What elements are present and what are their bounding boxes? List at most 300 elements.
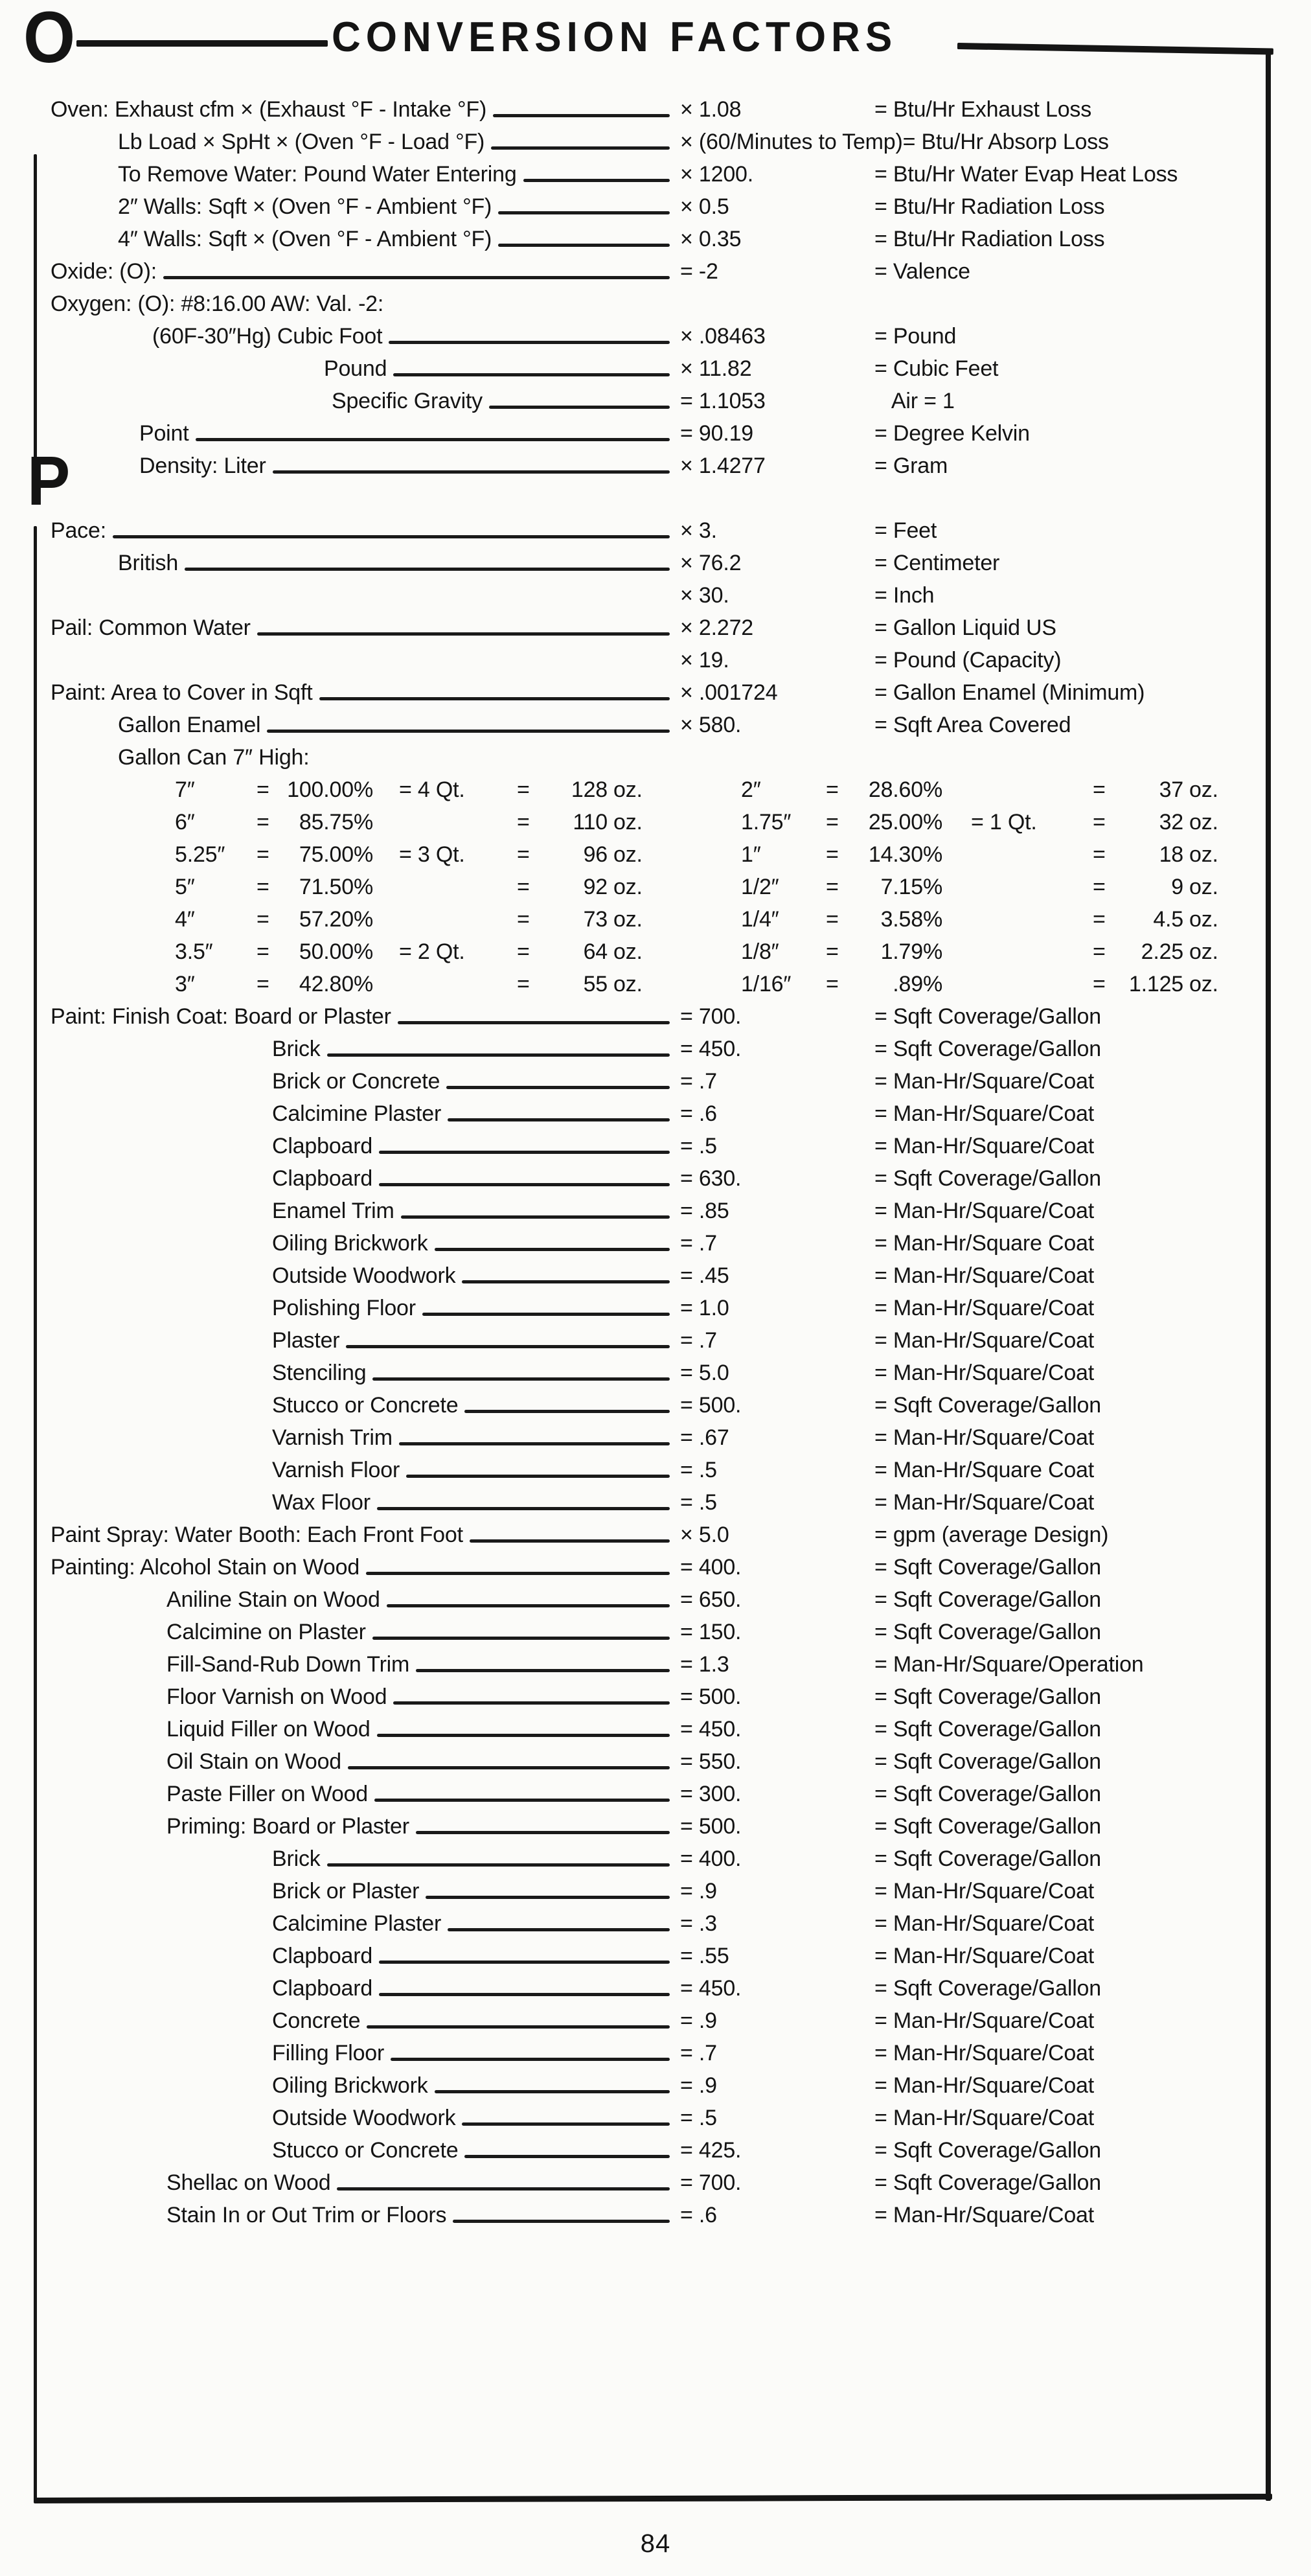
row-value: = 450. (680, 1717, 742, 1742)
can-quarts: = 1 Qt. (971, 810, 1037, 834)
fill-line (446, 1086, 670, 1089)
fill-line (416, 1831, 670, 1834)
fill-line (393, 373, 670, 376)
factor-left (39, 1166, 680, 1191)
gallon-can-row (39, 875, 1270, 907)
row-result: = Pound (874, 324, 957, 349)
factor-left (39, 1037, 680, 1062)
row-result: = Man-Hr/Square/Coat (874, 2008, 1094, 2033)
row-result: = Man-Hr/Square Coat (874, 1231, 1094, 1256)
can-height: 1/2″ (741, 875, 779, 899)
row-value: × 0.5 (680, 194, 729, 219)
factor-row (39, 130, 1270, 162)
factor-left (39, 1004, 680, 1029)
row-label: Paint Spray: Water Booth: Each Front Foot (51, 1523, 463, 1547)
ounces-unit: oz. (1189, 842, 1218, 867)
row-value: = 550. (680, 1749, 742, 1774)
row-value: × 1.08 (680, 97, 742, 122)
fill-line (453, 2220, 670, 2223)
row-result: = Man-Hr/Square/Coat (874, 1879, 1094, 1903)
row-result: = Man-Hr/Square/Coat (874, 1296, 1094, 1320)
factor-left (39, 1846, 680, 1872)
factor-left (39, 259, 680, 284)
row-result: = Man-Hr/Square/Coat (874, 2203, 1094, 2227)
row-label: Gallon Can 7″ High: (118, 745, 310, 770)
ounces-unit: oz. (1189, 777, 1218, 802)
row-label: Varnish Floor (272, 1458, 400, 1482)
row-value: = .7 (680, 1069, 717, 1094)
row-value: = 1.0 (680, 1296, 729, 1320)
row-result: = Sqft Coverage/Gallon (874, 1037, 1101, 1061)
row-value: = .5 (680, 1134, 717, 1158)
page-title: CONVERSION FACTORS (332, 14, 898, 61)
row-result: = Man-Hr/Square/Coat (874, 1944, 1094, 1968)
row-value: = 650. (680, 1587, 742, 1612)
row-result: = Sqft Coverage/Gallon (874, 1976, 1101, 2001)
fill-line (389, 341, 670, 344)
factor-row (39, 1328, 1270, 1361)
equals-sign: = (1093, 777, 1106, 802)
gallon-can-row (39, 939, 1270, 972)
ounces-unit: oz. (613, 939, 643, 964)
equals-sign: = (517, 907, 530, 932)
factor-left (39, 1587, 680, 1613)
factor-left (39, 518, 680, 544)
ounces-unit: oz. (1189, 875, 1218, 899)
factor-row (39, 1425, 1270, 1458)
factor-row (39, 389, 1270, 421)
gallon-can-row (39, 810, 1270, 842)
row-value: × 2.272 (680, 615, 753, 640)
factor-left (39, 356, 680, 382)
factor-left (39, 292, 680, 317)
row-label: Oxide: (O): (51, 259, 157, 284)
row-label: Point (139, 421, 189, 446)
factor-left (39, 1101, 680, 1127)
gallon-can-row (39, 842, 1270, 875)
row-result: = Man-Hr/Square/Coat (874, 1911, 1094, 1936)
fill-line (337, 2187, 670, 2191)
row-label: Painting: Alcohol Stain on Wood (51, 1555, 360, 1580)
header-rule-left (76, 40, 328, 47)
fill-line (372, 1637, 670, 1640)
row-value: = .67 (680, 1425, 729, 1450)
can-ounces: 96 (583, 842, 608, 867)
row-label: Outside Woodwork (272, 1263, 456, 1288)
row-label: Filling Floor (272, 2041, 385, 2065)
factor-left (39, 1199, 680, 1224)
row-value: × 580. (680, 713, 742, 737)
row-result: = Btu/Hr Radiation Loss (874, 227, 1105, 251)
row-result: = Sqft Coverage/Gallon (874, 1166, 1101, 1191)
fill-line (523, 179, 670, 182)
can-percent: 85.75% (299, 810, 373, 834)
row-label: Polishing Floor (272, 1296, 416, 1320)
fill-line (464, 2155, 670, 2158)
factor-left (39, 1263, 680, 1289)
equals-sign: = (256, 907, 269, 932)
gallon-can-row (39, 907, 1270, 939)
row-result: = Valence (874, 259, 970, 284)
row-result: = Man-Hr/Square Coat (874, 1458, 1094, 1482)
index-letter-p: P (27, 441, 71, 520)
equals-sign: = (256, 939, 269, 964)
fill-line (372, 1377, 670, 1381)
can-ounces: 128 (571, 777, 608, 802)
row-result: = Sqft Coverage/Gallon (874, 1782, 1101, 1806)
factor-row (39, 1944, 1270, 1976)
factor-left (39, 615, 680, 641)
factor-row (39, 259, 1270, 292)
fill-line (498, 244, 670, 247)
row-label: Fill-Sand-Rub Down Trim (166, 1652, 410, 1677)
ounces-unit: oz. (613, 777, 643, 802)
row-result: = Man-Hr/Square/Coat (874, 1490, 1094, 1515)
factor-row (39, 1976, 1270, 2008)
can-height: 1/4″ (741, 907, 779, 932)
row-label: Outside Woodwork (272, 2106, 456, 2130)
row-result: = Btu/Hr Absorp Loss (902, 130, 1109, 154)
factor-left (39, 1069, 680, 1094)
factor-left (39, 1361, 680, 1386)
factor-row (39, 1555, 1270, 1587)
ounces-unit: oz. (1189, 972, 1218, 996)
row-value: = 450. (680, 1037, 742, 1061)
row-value: × 3. (680, 518, 717, 543)
can-height: 3″ (175, 972, 195, 996)
row-label: Wax Floor (272, 1490, 370, 1515)
row-value: = .5 (680, 1490, 717, 1515)
factor-left (39, 2203, 680, 2228)
row-value: × 76.2 (680, 551, 742, 575)
fill-line (498, 211, 670, 214)
equals-sign: = (826, 842, 839, 867)
can-percent: 3.58% (880, 907, 942, 932)
equals-sign: = (517, 972, 530, 996)
row-result: = Man-Hr/Square/Coat (874, 1361, 1094, 1385)
row-value: = 300. (680, 1782, 742, 1806)
fill-line (489, 406, 670, 409)
row-result: = Man-Hr/Square/Coat (874, 1069, 1094, 1094)
fill-line (398, 1021, 670, 1024)
factor-row (39, 1458, 1270, 1490)
factor-row (39, 1587, 1270, 1620)
row-label: 2″ Walls: Sqft × (Oven °F - Ambient °F) (118, 194, 492, 219)
row-result: = Sqft Coverage/Gallon (874, 2138, 1101, 2163)
fill-line (491, 146, 670, 150)
equals-sign: = (1093, 972, 1106, 996)
factor-row (39, 2138, 1270, 2170)
factor-left (39, 1523, 680, 1548)
can-percent: 7.15% (880, 875, 942, 899)
row-result: = Man-Hr/Square/Coat (874, 1134, 1094, 1158)
fill-line (391, 2058, 670, 2061)
row-value: = 90.19 (680, 421, 753, 446)
row-value: = 500. (680, 1814, 742, 1839)
factor-left (39, 2106, 680, 2131)
factor-left (39, 1458, 680, 1483)
factor-row (39, 713, 1270, 745)
fill-line (367, 2025, 670, 2029)
fill-line (257, 632, 670, 636)
row-value: = .9 (680, 2073, 717, 2098)
can-height: 1.75″ (741, 810, 792, 834)
can-ounces: 18 (1159, 842, 1183, 867)
fill-line (448, 1928, 670, 1931)
row-label: Pound (324, 356, 387, 381)
fill-line (387, 1604, 670, 1607)
factor-left (39, 1620, 680, 1645)
fill-line (374, 1799, 670, 1802)
can-percent: 25.00% (868, 810, 942, 834)
can-height: 3.5″ (175, 939, 213, 964)
row-label: Calcimine Plaster (272, 1101, 442, 1126)
factor-row (39, 356, 1270, 389)
row-value: = .6 (680, 1101, 717, 1126)
row-label: Paint: Area to Cover in Sqft (51, 680, 313, 705)
row-value: = .5 (680, 2106, 717, 2130)
row-label: Clapboard (272, 1976, 373, 2001)
can-ounces: 64 (583, 939, 608, 964)
equals-sign: = (826, 875, 839, 899)
row-label: Enamel Trim (272, 1199, 394, 1223)
row-label: Calcimine on Plaster (166, 1620, 366, 1644)
equals-sign: = (517, 777, 530, 802)
can-percent: 42.80% (299, 972, 373, 996)
row-value: = .5 (680, 1458, 717, 1482)
can-height: 4″ (175, 907, 195, 932)
row-result: = Man-Hr/Square/Coat (874, 1263, 1094, 1288)
can-ounces: 37 (1159, 777, 1183, 802)
row-result: = Centimeter (874, 551, 1000, 575)
row-value: × .08463 (680, 324, 766, 349)
fill-line (422, 1313, 670, 1316)
can-percent: 1.79% (880, 939, 942, 964)
equals-sign: = (826, 939, 839, 964)
ounces-unit: oz. (613, 842, 643, 867)
row-value: = 500. (680, 1393, 742, 1418)
row-result: = Man-Hr/Square/Coat (874, 2041, 1094, 2065)
row-value: = 500. (680, 1685, 742, 1709)
fill-line (348, 1766, 670, 1769)
row-result: = Cubic Feet (874, 356, 999, 381)
factor-left (39, 1134, 680, 1159)
row-label: Calcimine Plaster (272, 1911, 442, 1936)
can-percent: 57.20% (299, 907, 373, 932)
can-percent: 28.60% (868, 777, 942, 802)
factor-row (39, 1296, 1270, 1328)
factor-left (39, 2170, 680, 2196)
factor-left (39, 421, 680, 446)
fill-line (401, 1215, 670, 1219)
gallon-can-row (39, 972, 1270, 1004)
fill-line (379, 1151, 670, 1154)
row-result: = Man-Hr/Square/Coat (874, 2106, 1094, 2130)
row-value: = .7 (680, 1231, 717, 1256)
row-value: × (60/Minutes to Temp) (680, 130, 903, 154)
equals-sign: = (826, 972, 839, 996)
equals-sign: = (517, 939, 530, 964)
fill-line (185, 568, 670, 571)
can-ounces: 2.25 (1141, 939, 1183, 964)
row-value: = .7 (680, 2041, 717, 2065)
fill-line (435, 2090, 670, 2093)
equals-sign: = (1093, 842, 1106, 867)
factor-left (39, 713, 680, 738)
factor-left (39, 1490, 680, 1515)
equals-sign: = (256, 972, 269, 996)
gallon-can-row (39, 777, 1270, 810)
row-result: = Gallon Enamel (Minimum) (874, 680, 1145, 705)
factor-row (39, 1037, 1270, 1069)
factor-left (39, 2008, 680, 2034)
can-percent: 75.00% (299, 842, 373, 867)
factor-left (39, 324, 680, 349)
factor-row (39, 1393, 1270, 1425)
factor-row (39, 1911, 1270, 1944)
factor-row (39, 2041, 1270, 2073)
row-result: = gpm (average Design) (874, 1523, 1109, 1547)
factor-row (39, 2203, 1270, 2235)
factor-row (39, 97, 1270, 130)
row-result: = Sqft Coverage/Gallon (874, 1685, 1101, 1709)
index-letter-o: O (23, 0, 75, 78)
row-value: × 19. (680, 648, 729, 673)
fill-line (435, 1248, 670, 1251)
can-height: 7″ (175, 777, 195, 802)
row-result: = Man-Hr/Square/Coat (874, 1425, 1094, 1450)
row-value: × 30. (680, 583, 729, 608)
row-value: = 450. (680, 1976, 742, 2001)
factor-row (39, 1814, 1270, 1846)
equals-sign: = (517, 810, 530, 834)
factor-row (39, 1846, 1270, 1879)
row-label: To Remove Water: Pound Water Entering (118, 162, 517, 187)
factor-row (39, 292, 1270, 324)
equals-sign: = (517, 842, 530, 867)
factor-left (39, 130, 680, 155)
can-height: 1″ (741, 842, 761, 867)
factor-left (39, 1749, 680, 1775)
can-ounces: 4.5 (1153, 907, 1183, 932)
row-value: = 400. (680, 1846, 742, 1871)
can-quarts: = 4 Qt. (399, 777, 465, 802)
frame-border-bottom (34, 2494, 1272, 2503)
factor-left (39, 454, 680, 479)
factor-row (39, 1652, 1270, 1685)
can-ounces: 73 (583, 907, 608, 932)
row-label: Oiling Brickwork (272, 2073, 428, 2098)
row-value: = 5.0 (680, 1361, 729, 1385)
ounces-unit: oz. (613, 875, 643, 899)
row-value: × 0.35 (680, 227, 742, 251)
can-percent: 14.30% (868, 842, 942, 867)
row-label: Oven: Exhaust cfm × (Exhaust °F - Intake °F) (51, 97, 487, 122)
factor-row (39, 1101, 1270, 1134)
row-result: = Sqft Coverage/Gallon (874, 1814, 1101, 1839)
equals-sign: = (826, 810, 839, 834)
factor-left (39, 2041, 680, 2066)
equals-sign: = (256, 810, 269, 834)
fill-line (377, 1734, 670, 1737)
factor-row (39, 227, 1270, 259)
row-label: Priming: Board or Plaster (166, 1814, 409, 1839)
section-gap (39, 486, 1270, 518)
factor-row (39, 162, 1270, 194)
row-label: Oxygen: (O): #8:16.00 AW: Val. -2: (51, 292, 384, 316)
can-height: 2″ (741, 777, 761, 802)
fill-line (319, 697, 670, 700)
factor-left (39, 1879, 680, 1904)
row-label: Stucco or Concrete (272, 2138, 459, 2163)
fill-line (267, 730, 670, 733)
row-result: = Sqft Coverage/Gallon (874, 1587, 1101, 1612)
row-label: Density: Liter (139, 454, 266, 478)
row-label: Stucco or Concrete (272, 1393, 459, 1418)
factor-left (39, 745, 680, 770)
row-label: Gallon Enamel (118, 713, 261, 737)
can-ounces: 1.125 (1128, 972, 1183, 996)
fill-line (366, 1572, 670, 1575)
factor-left (39, 2138, 680, 2163)
factor-left (39, 1944, 680, 1969)
fill-line (377, 1507, 670, 1510)
row-label: Clapboard (272, 1166, 373, 1191)
fill-line (379, 1961, 670, 1964)
row-value: × .001724 (680, 680, 778, 705)
row-label: Oil Stain on Wood (166, 1749, 342, 1774)
fill-line (196, 438, 670, 441)
factor-left (39, 162, 680, 187)
can-percent: 50.00% (299, 939, 373, 964)
factor-row (39, 2008, 1270, 2041)
factor-row (39, 2073, 1270, 2106)
factor-left (39, 1425, 680, 1451)
row-label: Floor Varnish on Wood (166, 1685, 387, 1709)
factor-row (39, 1685, 1270, 1717)
row-label: British (118, 551, 179, 575)
row-label: (60F-30″Hg) Cubic Foot (152, 324, 383, 349)
fill-line (493, 114, 670, 117)
fill-line (426, 1896, 670, 1899)
row-result: = Sqft Coverage/Gallon (874, 1555, 1101, 1580)
row-label: Lb Load × SpHt × (Oven °F - Load °F) (118, 130, 485, 154)
ounces-unit: oz. (613, 810, 643, 834)
can-height: 6″ (175, 810, 195, 834)
row-label: Concrete (272, 2008, 361, 2033)
factor-left (39, 1555, 680, 1580)
equals-sign: = (256, 875, 269, 899)
factor-left (39, 1328, 680, 1353)
factor-row (39, 1199, 1270, 1231)
factor-row (39, 454, 1270, 486)
row-value: = 425. (680, 2138, 742, 2163)
fill-line (462, 2122, 670, 2126)
can-ounces: 92 (583, 875, 608, 899)
fill-line (470, 1539, 670, 1543)
factor-left (39, 1976, 680, 2001)
row-value: = 150. (680, 1620, 742, 1644)
row-value: = .3 (680, 1911, 717, 1936)
factor-row (39, 648, 1270, 680)
row-value: = .55 (680, 1944, 729, 1968)
can-ounces: 110 (573, 810, 608, 834)
row-result: = Sqft Coverage/Gallon (874, 1846, 1101, 1871)
row-label: Clapboard (272, 1134, 373, 1158)
row-label: Clapboard (272, 1944, 373, 1968)
can-ounces: 55 (583, 972, 608, 996)
factor-row (39, 194, 1270, 227)
